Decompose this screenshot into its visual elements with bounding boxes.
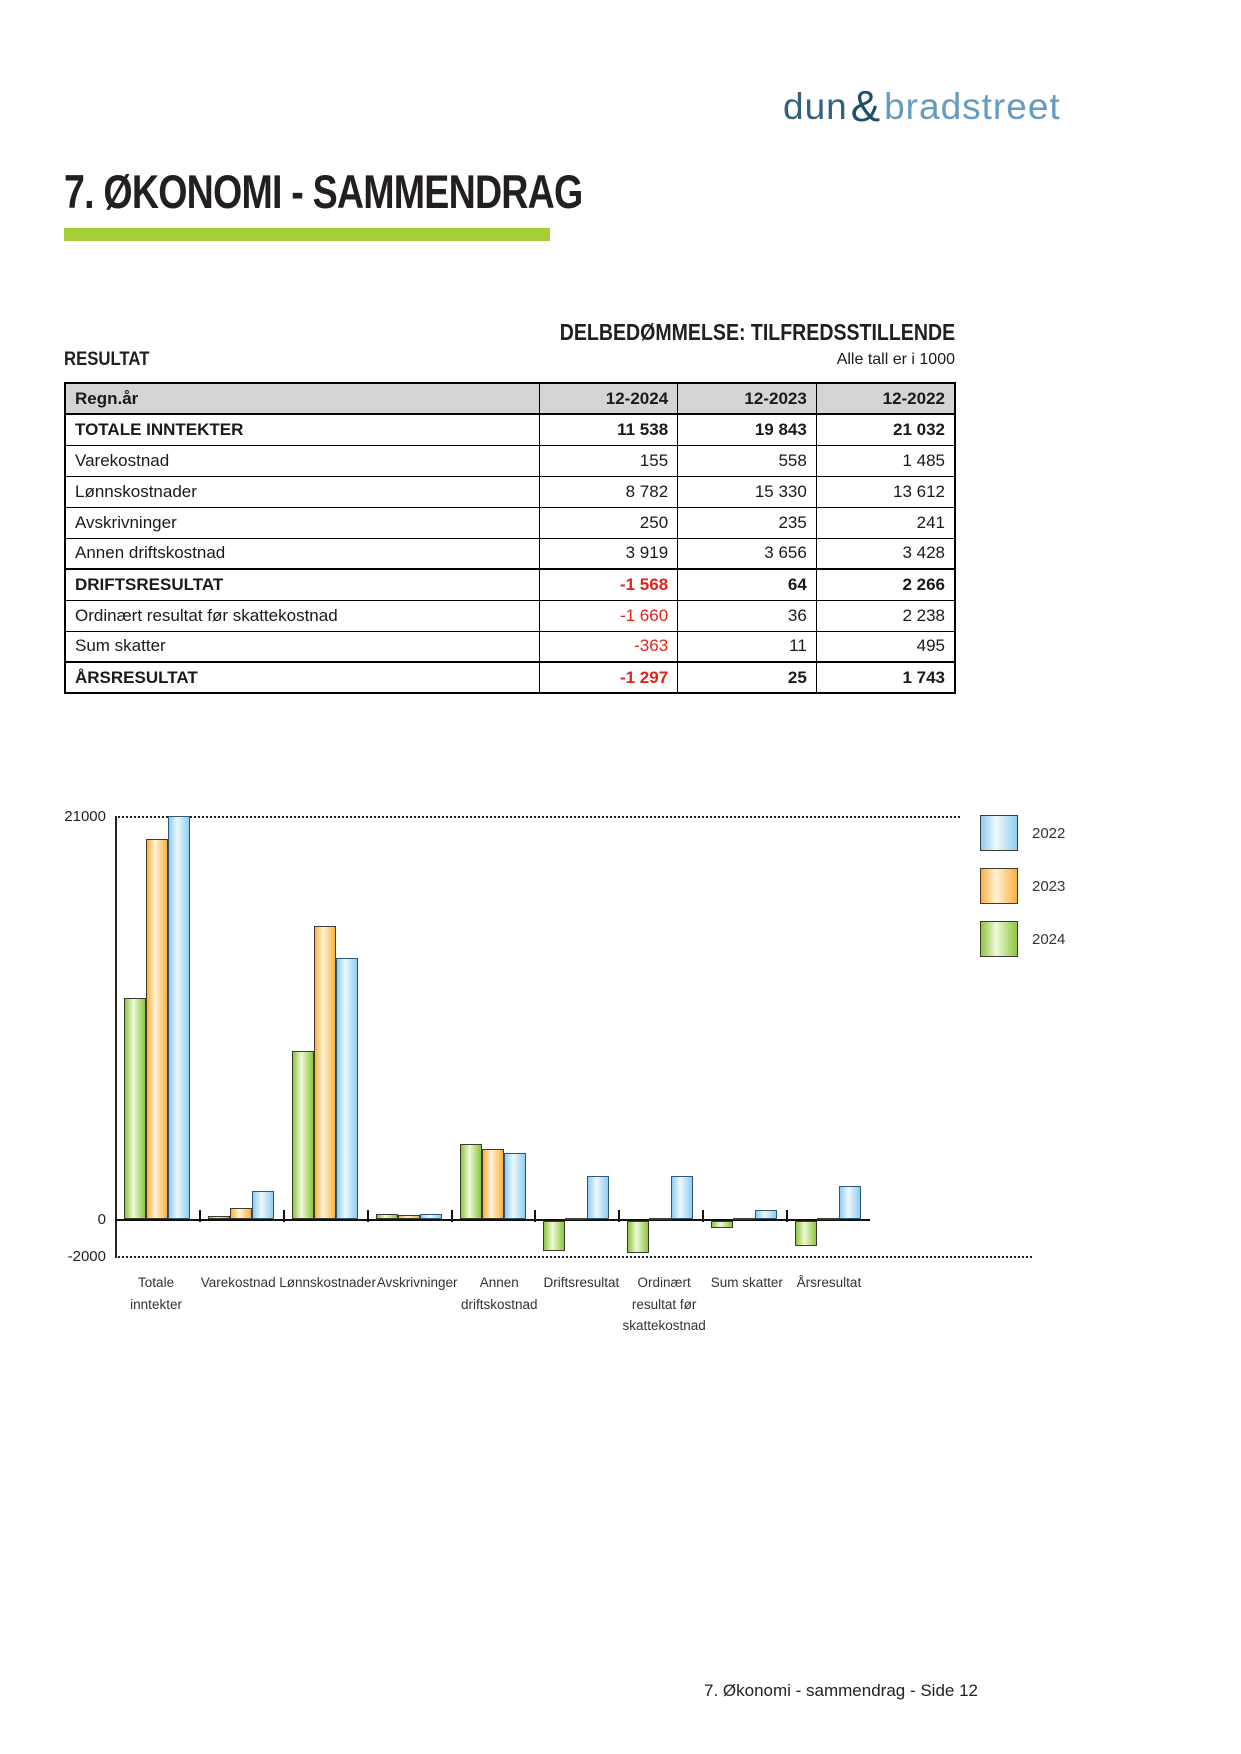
row-value: 21 032 bbox=[816, 414, 955, 445]
row-value: 2 266 bbox=[816, 569, 955, 600]
table-row bbox=[65, 538, 955, 569]
x-axis-category-label bbox=[706, 1272, 788, 1337]
legend-label: 2023 bbox=[1032, 877, 1066, 895]
bar-2022-6 bbox=[671, 1176, 693, 1219]
legend-swatch-2024 bbox=[980, 921, 1018, 957]
bar-2022-2 bbox=[336, 958, 358, 1219]
table-row bbox=[65, 414, 955, 445]
bar-2023-3 bbox=[398, 1215, 420, 1219]
legend-label: 2022 bbox=[1032, 824, 1066, 842]
row-value: 250 bbox=[539, 507, 678, 538]
row-value: 3 428 bbox=[816, 538, 955, 569]
row-value: 235 bbox=[678, 507, 817, 538]
row-label: Ordinært resultat før skattekostnad bbox=[65, 600, 539, 631]
bar-2022-3 bbox=[420, 1214, 442, 1219]
row-label: Lønnskostnader bbox=[65, 476, 539, 507]
x-axis-label-line: Totale bbox=[138, 1275, 175, 1290]
legend-swatch-2023 bbox=[980, 868, 1018, 904]
bar-2024-7 bbox=[711, 1221, 733, 1228]
x-axis-labels bbox=[115, 1272, 870, 1337]
chart-legend bbox=[980, 815, 1065, 974]
bar-2024-8 bbox=[795, 1221, 817, 1246]
x-axis-label-line: Annen bbox=[479, 1275, 519, 1290]
dun-bradstreet-logo bbox=[783, 80, 1061, 130]
x-axis-tick bbox=[786, 1210, 788, 1222]
column-header-regnar: Regn.år bbox=[65, 383, 539, 414]
table-row bbox=[65, 662, 955, 693]
bar-2022-1 bbox=[252, 1191, 274, 1219]
bar-2023-6 bbox=[649, 1218, 671, 1220]
row-value: 495 bbox=[816, 631, 955, 662]
table-row bbox=[65, 507, 955, 538]
units-note: Alle tall er i 1000 bbox=[836, 351, 955, 368]
bar-2024-1 bbox=[208, 1216, 230, 1219]
table-header-row bbox=[65, 383, 955, 414]
bar-2024-2 bbox=[292, 1051, 314, 1219]
legend-item-2024 bbox=[980, 921, 1065, 957]
x-axis-category-label bbox=[788, 1272, 870, 1337]
y-tick-label-0: 0 bbox=[97, 1211, 106, 1228]
row-value: 19 843 bbox=[678, 414, 817, 445]
y-tick-label-21000: 21000 bbox=[64, 808, 106, 825]
table-row bbox=[65, 476, 955, 507]
row-value: 64 bbox=[678, 569, 817, 600]
x-axis-label-line: Lønnskostnader bbox=[279, 1275, 377, 1290]
row-value: 13 612 bbox=[816, 476, 955, 507]
bar-2023-8 bbox=[817, 1218, 839, 1220]
x-axis-label-line: driftskostnad bbox=[460, 1296, 538, 1312]
legend-label: 2024 bbox=[1032, 930, 1066, 948]
logo-word-bradstreet: bradstreet bbox=[884, 86, 1061, 127]
row-value: 3 656 bbox=[678, 538, 817, 569]
row-value: 11 538 bbox=[539, 414, 678, 445]
x-axis-label-line: resultat før bbox=[631, 1296, 697, 1312]
x-axis-category-label bbox=[622, 1272, 705, 1337]
bar-2023-1 bbox=[230, 1208, 252, 1219]
row-value: -1 660 bbox=[539, 600, 678, 631]
column-header-period: 12-2022 bbox=[816, 383, 955, 414]
row-value: 558 bbox=[678, 445, 817, 476]
legend-swatch-2022 bbox=[980, 815, 1018, 851]
bar-2023-0 bbox=[146, 839, 168, 1219]
row-label: Annen driftskostnad bbox=[65, 538, 539, 569]
bar-2022-7 bbox=[755, 1210, 777, 1219]
row-value: -1 568 bbox=[539, 569, 678, 600]
x-axis-label-line: Sum skatter bbox=[710, 1275, 783, 1290]
row-value: 36 bbox=[678, 600, 817, 631]
x-axis-tick bbox=[199, 1210, 201, 1222]
bar-2022-8 bbox=[839, 1186, 861, 1219]
x-axis-tick bbox=[702, 1210, 704, 1222]
x-axis-label-line: Driftsresultat bbox=[543, 1275, 620, 1290]
table-row bbox=[65, 600, 955, 631]
assessment-heading: DELBEDØMMELSE: TILFREDSSTILLENDE bbox=[559, 319, 955, 345]
bar-2022-5 bbox=[587, 1176, 609, 1219]
row-value: 2 238 bbox=[816, 600, 955, 631]
x-axis-tick bbox=[618, 1210, 620, 1222]
results-table bbox=[64, 382, 956, 694]
bar-2024-3 bbox=[376, 1214, 398, 1219]
row-value: 11 bbox=[678, 631, 817, 662]
bar-2024-0 bbox=[124, 998, 146, 1219]
x-axis-category-label bbox=[115, 1272, 197, 1337]
x-axis-tick bbox=[367, 1210, 369, 1222]
chart-plot-area bbox=[115, 817, 870, 1258]
x-axis-label-line: skattekostnad bbox=[622, 1318, 706, 1334]
bar-2023-7 bbox=[733, 1218, 755, 1220]
x-axis-label-line: Avskrivninger bbox=[376, 1275, 458, 1290]
legend-item-2023 bbox=[980, 868, 1065, 904]
x-axis-category-label bbox=[279, 1272, 376, 1337]
row-value: 155 bbox=[539, 445, 678, 476]
row-value: 15 330 bbox=[678, 476, 817, 507]
row-value: 1 743 bbox=[816, 662, 955, 693]
bar-2023-4 bbox=[482, 1149, 504, 1219]
row-label: Sum skatter bbox=[65, 631, 539, 662]
row-value: -363 bbox=[539, 631, 678, 662]
logo-ampersand-icon: & bbox=[850, 82, 882, 131]
x-axis-category-label bbox=[458, 1272, 540, 1337]
page-footer: 7. Økonomi - sammendrag - Side 12 bbox=[703, 1681, 978, 1700]
bar-2022-4 bbox=[504, 1153, 526, 1219]
table-row bbox=[65, 445, 955, 476]
row-value: 1 485 bbox=[816, 445, 955, 476]
column-header-period: 12-2024 bbox=[539, 383, 678, 414]
row-label: TOTALE INNTEKTER bbox=[65, 414, 539, 445]
row-value: 3 919 bbox=[539, 538, 678, 569]
logo-word-dun: dun bbox=[783, 86, 848, 127]
section-label-resultat: RESULTAT bbox=[64, 349, 150, 370]
x-axis-tick bbox=[534, 1210, 536, 1222]
table-row bbox=[65, 569, 955, 600]
x-axis-category-label bbox=[376, 1272, 458, 1337]
x-axis-tick bbox=[283, 1210, 285, 1222]
y-tick-label-minus-2000: -2000 bbox=[67, 1248, 106, 1265]
bar-2022-0 bbox=[168, 816, 190, 1219]
bar-2024-4 bbox=[460, 1144, 482, 1219]
table-row bbox=[65, 631, 955, 662]
x-axis-tick bbox=[451, 1210, 453, 1222]
row-label: Varekostnad bbox=[65, 445, 539, 476]
x-axis-label-line: Varekostnad bbox=[200, 1275, 276, 1290]
row-value: 8 782 bbox=[539, 476, 678, 507]
row-value: -1 297 bbox=[539, 662, 678, 693]
bar-2023-2 bbox=[314, 926, 336, 1219]
bar-2023-5 bbox=[565, 1218, 587, 1220]
page-title: 7. ØKONOMI - SAMMENDRAG bbox=[64, 165, 583, 218]
row-value: 25 bbox=[678, 662, 817, 693]
bar-2024-5 bbox=[543, 1221, 565, 1251]
x-axis-label-line: inntekter bbox=[130, 1296, 182, 1312]
x-axis-category-label bbox=[540, 1272, 622, 1337]
row-label: ÅRSRESULTAT bbox=[65, 662, 539, 693]
row-label: DRIFTSRESULTAT bbox=[65, 569, 539, 600]
legend-item-2022 bbox=[980, 815, 1065, 851]
column-header-period: 12-2023 bbox=[678, 383, 817, 414]
row-value: 241 bbox=[816, 507, 955, 538]
x-axis-label-line: Ordinært bbox=[637, 1275, 691, 1290]
table-body bbox=[65, 414, 955, 693]
title-accent-bar bbox=[64, 228, 550, 241]
x-axis-category-label bbox=[197, 1272, 279, 1337]
row-label: Avskrivninger bbox=[65, 507, 539, 538]
x-axis-label-line: Årsresultat bbox=[796, 1275, 862, 1290]
bar-2024-6 bbox=[627, 1221, 649, 1253]
